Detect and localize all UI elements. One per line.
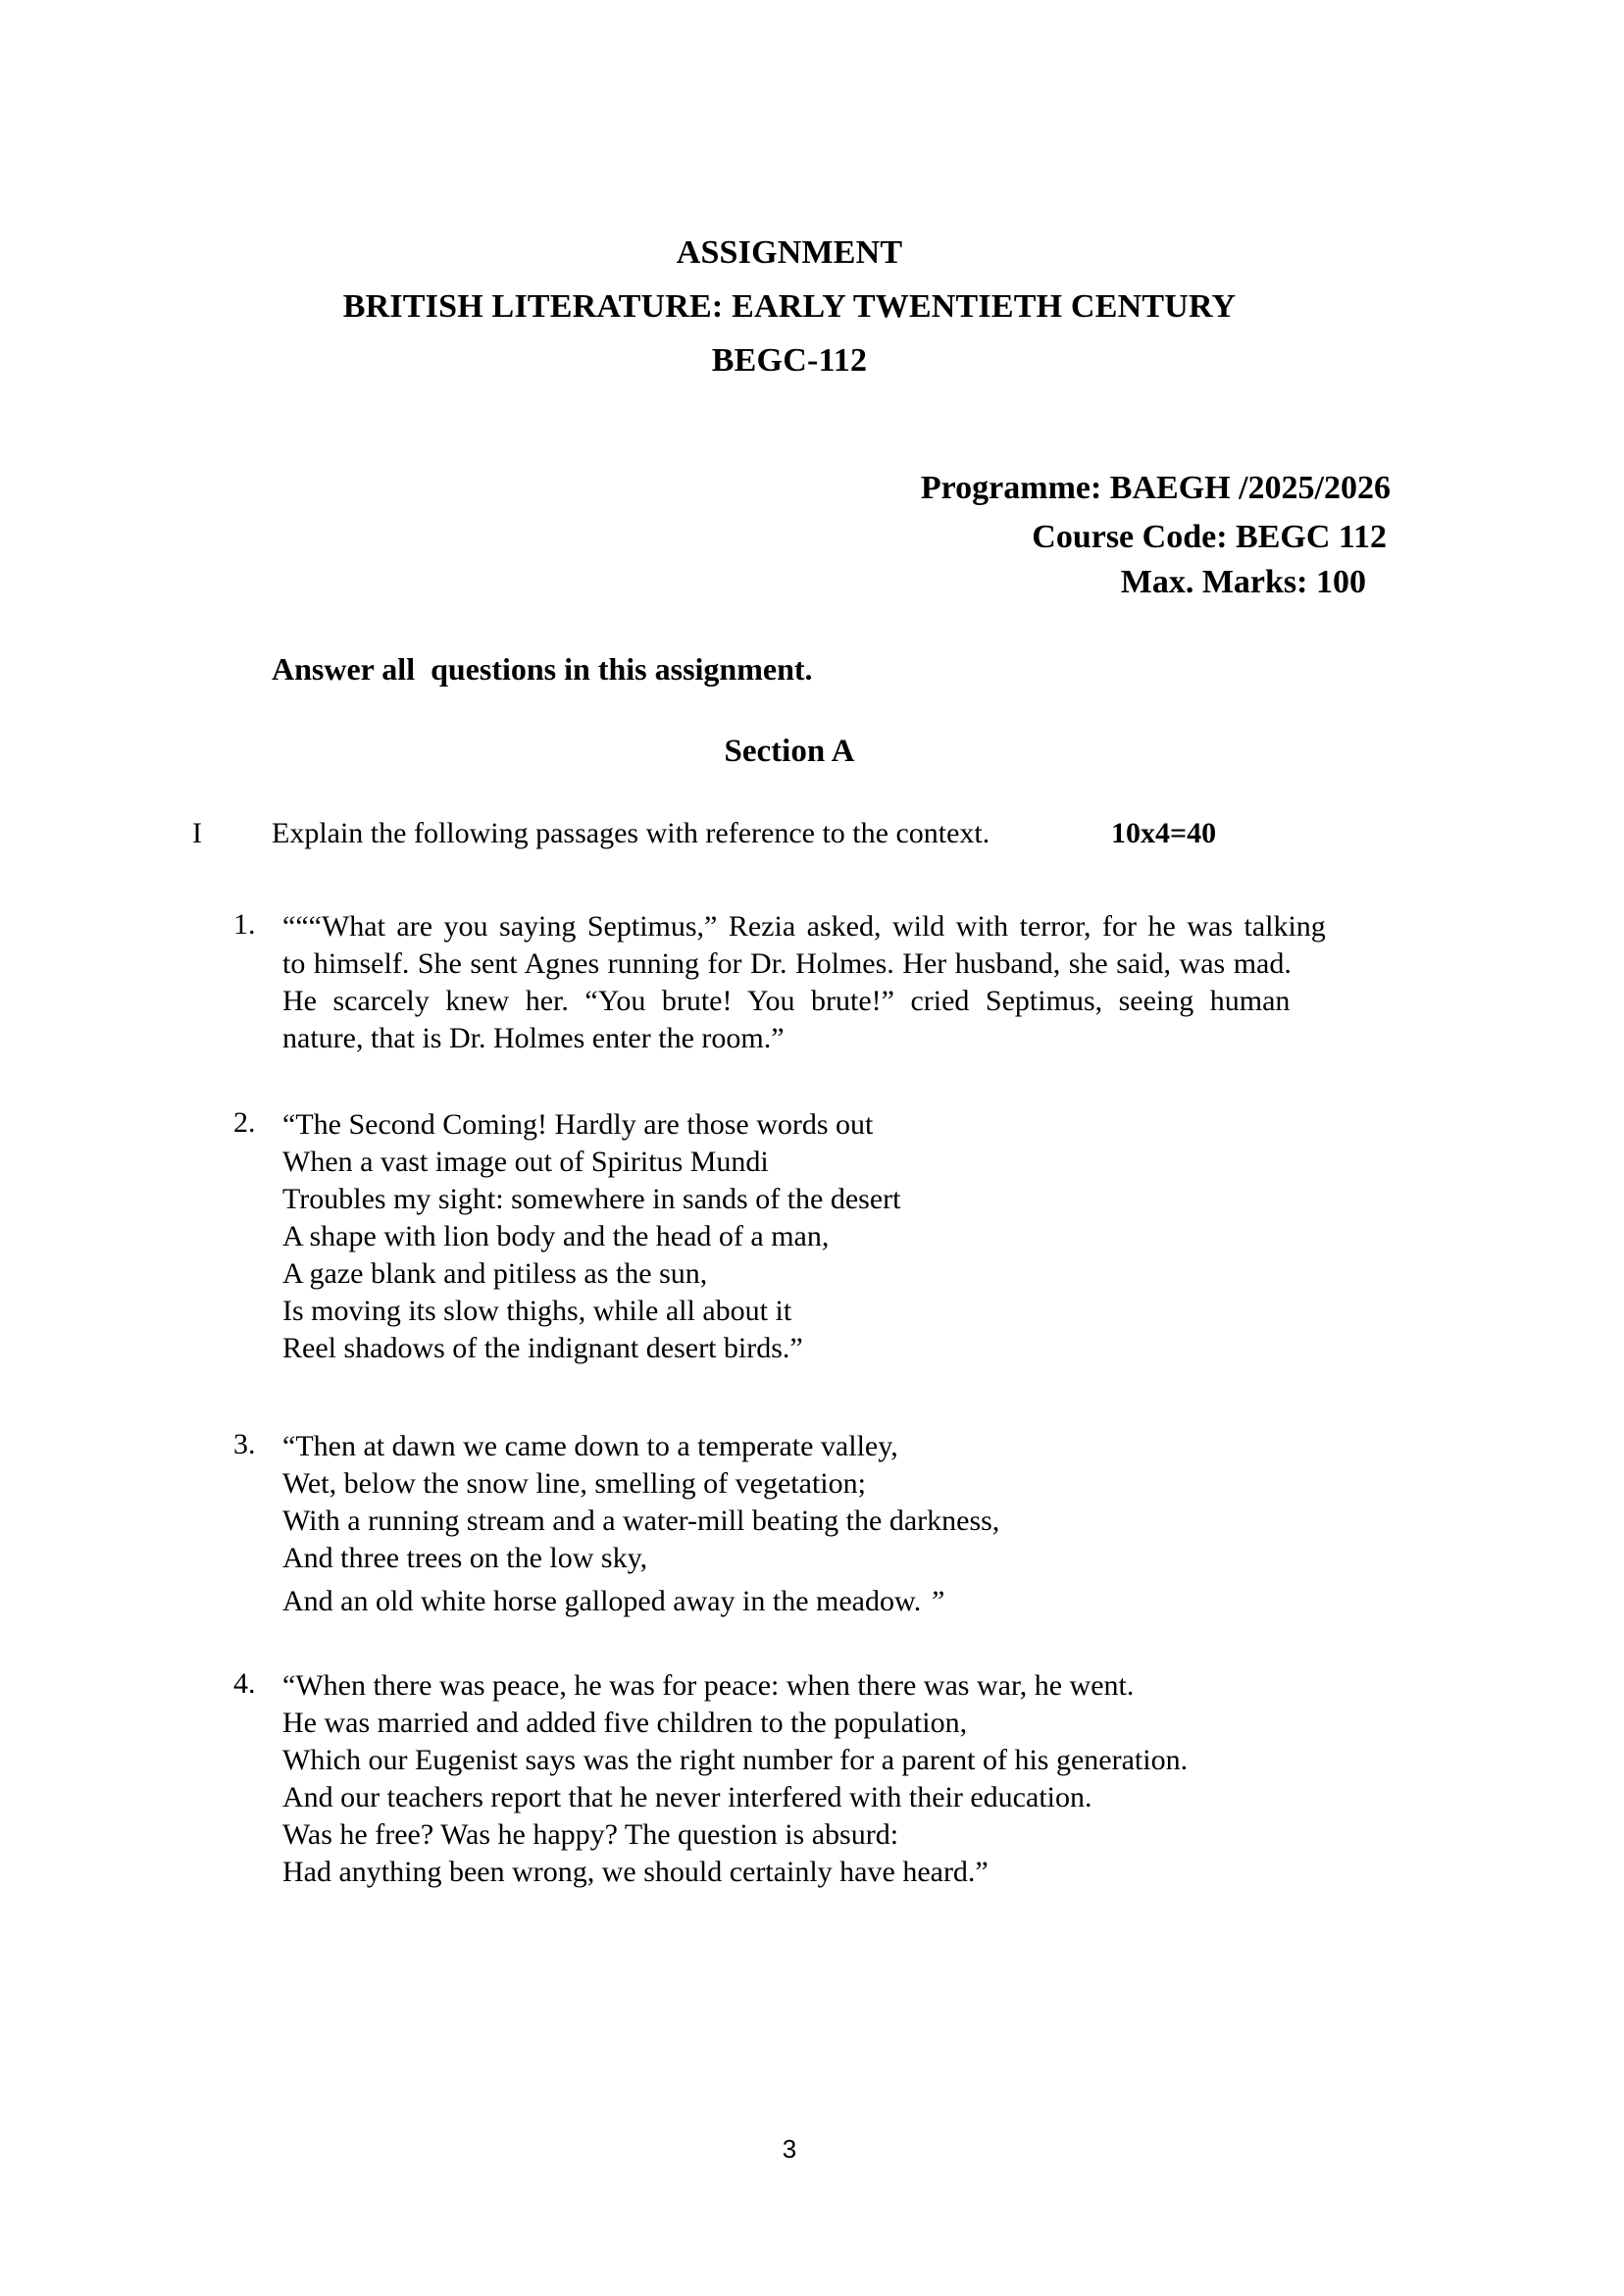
passage-1-line-1: “““What are you saying Septimus,” Rezia asked, wild with terror, for he was talking bbox=[282, 910, 1326, 943]
passage-4-line-4: And our teachers report that he never interfered with their education. bbox=[282, 1781, 1092, 1813]
passage-1-line-3: He scarcely knew her. “You brute! You brute!” cried Septimus, seeing human bbox=[282, 985, 1291, 1017]
passage-4-line-1: “When there was peace, he was for peace: when there was war, he went. bbox=[282, 1669, 1135, 1702]
programme-info: Programme: BAEGH /2025/2026 bbox=[920, 470, 1391, 506]
passage-3-line-5 bbox=[282, 1583, 999, 1620]
passage-3-line-2: Wet, below the snow line, smelling of vegetation; bbox=[282, 1467, 866, 1500]
passage-2-line-4: A shape with lion body and the head of a man, bbox=[282, 1220, 830, 1252]
question-marks: 10x4=40 bbox=[1111, 817, 1217, 849]
page-number: 3 bbox=[782, 2134, 797, 2164]
passage-2-line-1: “The Second Coming! Hardly are those words out bbox=[282, 1108, 874, 1141]
passage-3-closing-quote: ” bbox=[928, 1585, 945, 1617]
passage-2-line-6: Is moving its slow thighs, while all about it bbox=[282, 1295, 792, 1327]
passage-3-number: 3. bbox=[233, 1428, 256, 1460]
passage-2 bbox=[282, 1106, 900, 1367]
passage-4-line-5: Was he free? Was he happy? The question is absurd: bbox=[282, 1818, 899, 1851]
passage-4-line-3: Which our Eugenist says was the right number for a parent of his generation. bbox=[282, 1744, 1189, 1776]
passage-2-line-2: When a vast image out of Spiritus Mundi bbox=[282, 1146, 769, 1178]
passage-1-line-2: to himself. She sent Agnes running for Dr. Holmes. Her husband, she said, was mad. bbox=[282, 947, 1292, 980]
passage-4-line-2: He was married and added five children to the population, bbox=[282, 1707, 968, 1739]
passage-4-number: 4. bbox=[233, 1667, 256, 1700]
course-title: BRITISH LITERATURE: EARLY TWENTIETH CENTURY bbox=[342, 288, 1237, 325]
passage-2-line-5: A gaze blank and pitiless as the sun, bbox=[282, 1257, 708, 1290]
course-code-title: BEGC-112 bbox=[711, 342, 868, 379]
passage-2-line-3: Troubles my sight: somewhere in sands of the desert bbox=[282, 1183, 901, 1215]
answer-instruction: Answer all questions in this assignment. bbox=[272, 651, 813, 687]
passage-1-line-4: nature, that is Dr. Holmes enter the room.” bbox=[282, 1022, 785, 1054]
passage-3-line-3: With a running stream and a water-mill beating the darkness, bbox=[282, 1505, 1000, 1537]
passage-3-line-5-text: And an old white horse galloped away in the meadow. bbox=[282, 1585, 929, 1617]
max-marks-info: Max. Marks: 100 bbox=[1120, 564, 1366, 600]
passage-4 bbox=[282, 1667, 1188, 1891]
passage-1 bbox=[282, 908, 1326, 1057]
course-code-info: Course Code: BEGC 112 bbox=[1032, 519, 1387, 555]
passage-2-line-7: Reel shadows of the indignant desert birds.” bbox=[282, 1332, 803, 1364]
passage-1-number: 1. bbox=[233, 908, 256, 941]
passage-3-line-4: And three trees on the low sky, bbox=[282, 1542, 648, 1574]
document-title: ASSIGNMENT bbox=[676, 234, 903, 271]
passage-3-line-1: “Then at dawn we came down to a temperate valley, bbox=[282, 1430, 898, 1462]
section-heading: Section A bbox=[724, 734, 855, 769]
question-text: Explain the following passages with reference to the context. bbox=[272, 817, 990, 849]
passage-3 bbox=[282, 1428, 999, 1620]
passage-2-number: 2. bbox=[233, 1106, 256, 1139]
passage-4-line-6: Had anything been wrong, we should certainly have heard.” bbox=[282, 1856, 989, 1888]
question-roman-numeral: I bbox=[192, 817, 202, 849]
